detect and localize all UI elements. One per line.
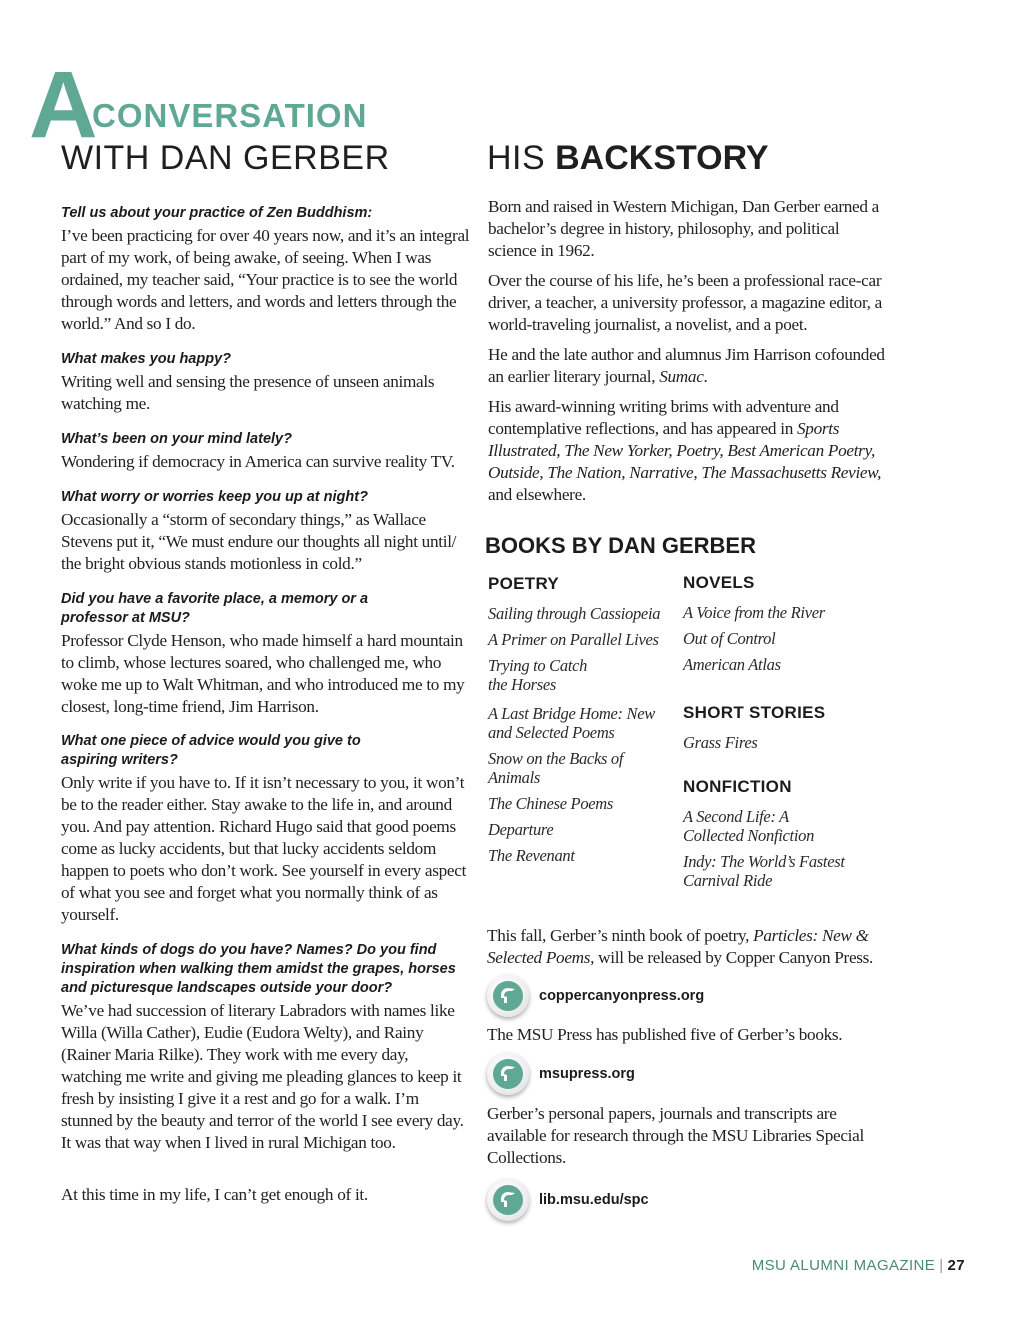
book-title: Out of Control bbox=[683, 629, 776, 648]
answer: Wondering if democracy in America can survive reality TV. bbox=[61, 452, 455, 471]
question: What makes you happy? bbox=[61, 351, 232, 367]
answer: Only write if you have to. If it isn’t necessary to you, it won’t be to the reader either. Stay awake to the life in, and around you. And pay attention. Richard Hugo said that good poems come as lucky accidents, but that lucky accidents seldom happen to poets who don’t work. See yourself in every aspect of what you see and forget what you normally think of as yourself. bbox=[61, 773, 467, 924]
poetry-heading: POETRY bbox=[488, 574, 560, 593]
question: What’s been on your mind lately? bbox=[61, 431, 292, 447]
link-text[interactable]: coppercanyonpress.org bbox=[539, 988, 705, 1004]
book-title: Departure bbox=[488, 820, 554, 839]
question: Did you have a favorite place, a memory or a professor at MSU? bbox=[61, 591, 369, 626]
book-title: A Voice from the River bbox=[683, 603, 825, 622]
qa-block bbox=[61, 590, 471, 718]
book-title: A Second Life: A Collected Nonfiction bbox=[683, 807, 815, 845]
qa-block bbox=[61, 350, 471, 415]
qa-block bbox=[61, 204, 471, 335]
novels-heading: NOVELS bbox=[683, 573, 755, 592]
book-title: American Atlas bbox=[683, 655, 781, 674]
closing-line: At this time in my life, I can’t get enough of it. bbox=[61, 1185, 368, 1204]
news-paragraph: Gerber’s personal papers, journals and transcripts are available for research through the MSU Libraries Special Collections. bbox=[487, 1104, 864, 1167]
book-title: A Primer on Parallel Lives bbox=[488, 630, 659, 649]
book-title: Sailing through Cassiopeia bbox=[488, 604, 661, 623]
copper-canyon-link[interactable] bbox=[487, 975, 704, 1017]
spartan-helmet-icon bbox=[487, 1053, 529, 1095]
qa-block bbox=[61, 732, 471, 926]
backstory-paragraph: Born and raised in Western Michigan, Dan Gerber earned a bachelor’s degree in history, philosophy, and political science in 1962. bbox=[488, 197, 879, 260]
books-heading: BOOKS BY DAN GERBER bbox=[485, 533, 756, 558]
answer: Occasionally a “storm of secondary things,” as Wallace Stevens put it, “We must endure our thoughts all night until/ the bright obvious stands motionless in cold.” bbox=[61, 510, 457, 573]
book-title: A Last Bridge Home: New and Selected Poems bbox=[488, 704, 655, 742]
qa-block bbox=[61, 488, 471, 575]
msu-press-link[interactable] bbox=[487, 1053, 635, 1095]
answer: I’ve been practicing for over 40 years now, and it’s an integral part of my work, of being awake, of seeing. When I was ordained, my teacher said, “Your practice is to see the world through words and letters, and words and letters through the world.” And so I do. bbox=[61, 226, 470, 333]
answer: Professor Clyde Henson, who made himself a hard mountain to climb, whose lectures soared, who challenged me, who woke me up to Walt Whitman, and who introduced me to my closest, long-time friend, Jim Harrison. bbox=[61, 631, 465, 716]
backstory-paragraph: He and the late author and alumnus Jim Harrison cofounded an earlier literary journal, Sumac. bbox=[488, 345, 885, 386]
question: What kinds of dogs do you have? Names? Do you find inspiration when walking them amidst the grapes, horses and picturesque landscapes outside your door? bbox=[61, 942, 456, 996]
backstory-paragraph: Over the course of his life, he’s been a professional race-car driver, a teacher, a university professor, a magazine editor, a world-traveling journalist, a novelist, and a poet. bbox=[488, 271, 883, 334]
page-number: 27 bbox=[947, 1257, 965, 1274]
answer: We’ve had succession of literary Labradors with names like Willa (Willa Cather), Eudie (Eudora Welty), and Rainy (Rainer Maria Rilke). They work with me every day, watching me write and giving me pleading glances to keep it fresh by insisting I give it a rest and go for a walk. I’m stunned by the beauty and terror of the world I see every day. It was that way when I lived in rural Michigan too. bbox=[61, 1001, 464, 1152]
nonfiction-heading: NONFICTION bbox=[683, 777, 792, 796]
backstory-title: HIS BACKSTORY bbox=[487, 139, 769, 177]
book-title: Trying to Catch the Horses bbox=[488, 656, 588, 694]
answer: Writing well and sensing the presence of unseen animals watching me. bbox=[61, 372, 435, 413]
question: What worry or worries keep you up at night? bbox=[61, 489, 368, 505]
title-conversation: CONVERSATION bbox=[92, 97, 368, 134]
magazine-name: MSU ALUMNI MAGAZINE bbox=[751, 1257, 936, 1274]
link-text[interactable]: msupress.org bbox=[539, 1066, 635, 1082]
msu-libraries-link[interactable] bbox=[487, 1179, 649, 1221]
book-title: Snow on the Backs of Animals bbox=[488, 749, 624, 787]
news-paragraph: This fall, Gerber’s ninth book of poetry, Particles: New & Selected Poems, will be released by Copper Canyon Press. bbox=[487, 926, 874, 967]
link-text[interactable]: lib.msu.edu/spc bbox=[539, 1192, 649, 1208]
book-title: Indy: The World’s Fastest Carnival Ride bbox=[683, 852, 845, 890]
qa-block bbox=[61, 941, 471, 1154]
backstory-paragraph: His award-winning writing brims with adventure and contemplative reflections, and has appeared in Sports Illustrated, The New Yorker, Poetry, Best American Poetry, Outside, The Nation, Narrative, The Massachusetts Review, and elsewhere. bbox=[488, 397, 882, 504]
book-title: The Revenant bbox=[488, 846, 575, 865]
spartan-helmet-icon bbox=[487, 975, 529, 1017]
news-paragraph: The MSU Press has published five of Gerber’s books. bbox=[487, 1025, 843, 1044]
book-title: Grass Fires bbox=[683, 733, 758, 752]
footer-separator: | bbox=[939, 1257, 944, 1274]
question: Tell us about your practice of Zen Buddhism: bbox=[61, 205, 373, 221]
page-footer bbox=[752, 1257, 965, 1274]
title-subtitle: WITH DAN GERBER bbox=[61, 139, 390, 177]
title-drop-letter: A bbox=[29, 52, 96, 158]
question: What one piece of advice would you give to aspiring writers? bbox=[61, 733, 361, 768]
short-stories-heading: SHORT STORIES bbox=[683, 703, 826, 722]
spartan-helmet-icon bbox=[487, 1179, 529, 1221]
qa-block bbox=[61, 430, 471, 473]
book-title: The Chinese Poems bbox=[488, 794, 614, 813]
